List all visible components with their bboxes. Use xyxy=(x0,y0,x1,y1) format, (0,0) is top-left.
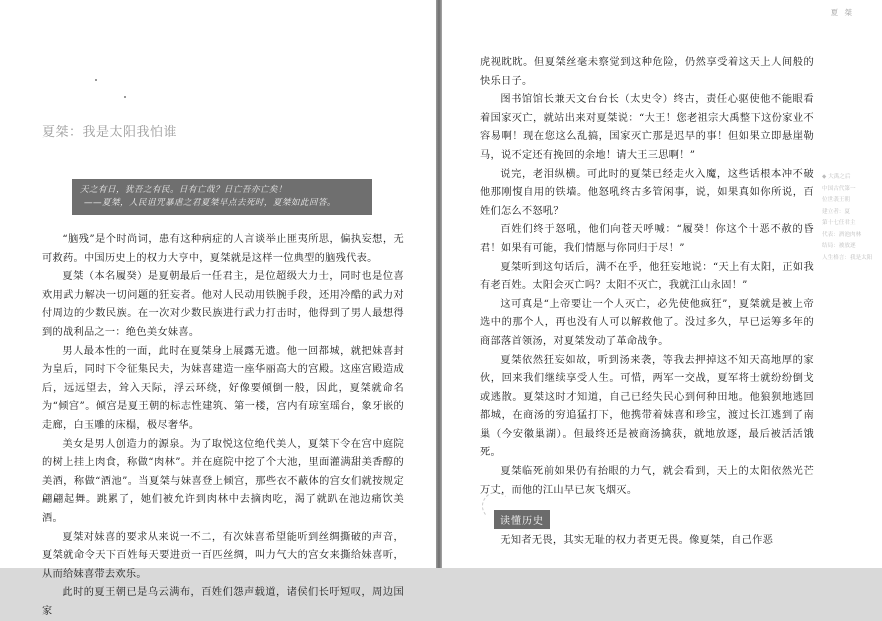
paragraph: 夏桀依然狂妄如故，听到汤来袭，等我去押掉这不知天高地厚的家伙，回来我们继续享受人生。可惜，两军一交战，夏军将士就纷纷倒戈或逃散。夏桀这时才知道，自己已经失民心到何种田地。他狼狈地逃回都城，在商汤的穷追猛打下，他携带着妹喜和珍宝，渡过长江逃到了南巢（今安徽巢湖）。但最终还是被商汤擒获，就地放逐，最后被活活饿死。 xyxy=(480,354,814,459)
paragraph: 此时的夏王朝已是乌云满布，百姓们怨声载道，诸侯们长吁短叹，周边国家 xyxy=(42,587,404,617)
paragraph: “脑残”是个时尚词，患有这种病症的人言谈举止匪夷所思，偏执妄想，无可救药。中国历史上的权力大亨中，夏桀就是这样一位典型的脑残代表。 xyxy=(42,234,404,264)
margin-note: ◆ 大禹之后 xyxy=(822,174,851,180)
paragraph: 美女是男人创造力的源泉。为了取悦这位绝代美人，夏桀下令在宫中庭院的树上挂上肉食，称做“肉林”。并在庭院中挖了个大池，里面灌满甜美香醇的美酒，称做“酒池”。当夏桀与妹喜登上倾宫，那些衣不蔽体的宫女们就按规定翩翩起舞。跳累了，她们被允许到肉林中去摘肉吃，渴了就趴在池边痛饮美酒。 xyxy=(42,438,404,524)
margin-notes xyxy=(822,172,880,264)
paragraph: 夏桀临死前如果仍有抬眼的力气，就会看到，天上的太阳依然光芒万丈，而他的江山早已灰飞烟灭。 xyxy=(480,466,814,496)
paragraph: 男人最本性的一面，此时在夏桀身上展露无遗。他一回都城，就把妹喜封为皇后，同时下令征集民夫，为妹喜建造一座华丽高大的宫殿。这座宫殿造成后，远远望去，耸入天际，浮云环绕，好像要倾倒一般，因此，夏桀就命名为“倾宫”。倾宫是夏王朝的标志性建筑、第一楼，宫内有琼室瑶台，象牙嵌的走廊，白玉雕的床榻，极尽奢华。 xyxy=(42,345,404,431)
paragraph: 图书馆馆长兼天文台台长（太史令）终古，责任心驱使他不能眼看着国家灭亡，就站出来对夏桀说：“大王！您老祖宗大禹整下这份家业不容易啊！现在您这么乱搞，国家灭亡那是迟早的事！但如果立即悬崖勒马，说不定还有挽回的余地！请大王三思啊！” xyxy=(480,94,814,161)
epigraph-quote xyxy=(72,179,372,215)
margin-note: 中国古代第一 xyxy=(822,185,856,192)
paragraph: 夏桀听到这句话后，满不在乎，他狂妄地说：“天上有太阳，正如我有老百姓。太阳会灭亡吗？太阳不灭亡，我就江山永固！” xyxy=(480,261,814,292)
paragraph: 无知者无畏，其实无耻的权力者更无畏。像夏桀，自己作恶 xyxy=(500,535,774,546)
right-page xyxy=(442,0,882,568)
running-header: 夏 桀 xyxy=(830,8,854,17)
margin-note: 结局：被放逐 xyxy=(822,243,856,249)
paragraph: 夏桀（本名履癸）是夏朝最后一任君主，是位超级大力士，同时也是位喜欢用武力解决一切问题的狂妄者。他对人民动用铁腕手段，还用冷酷的武力对付周边的少数民族。在一次对少数民族进行武力打击时，他得到了男人最想得到的战利品之一：绝色美女妹喜。 xyxy=(42,271,404,338)
margin-note: 人生格言：我是太阳 xyxy=(822,254,873,261)
margin-note: 建立者：夏 xyxy=(822,208,850,215)
section-heading xyxy=(482,492,622,532)
paragraph: 夏桀对妹喜的要求从来说一不二，有次妹喜希望能听到丝绸撕破的声音，夏桀就命令天下百姓每天要进贡一百匹丝绸，叫力气大的宫女来撕给妹喜听，从而给妹喜带去欢乐。 xyxy=(42,531,404,580)
paragraph: 说完，老泪纵横。可此时的夏桀已经走火入魔，这些话根本冲不破他那刚愎自用的铁墙。他怒吼终古多管闲事，说，如果真如你所说，百姓们怎么不怒吼？ xyxy=(480,168,814,217)
left-body-text xyxy=(42,231,404,621)
margin-note: 代表：酒池肉林 xyxy=(822,231,862,238)
left-page xyxy=(0,0,436,617)
margin-note: 位世袭王朝 xyxy=(822,197,850,203)
quote-line: 天之有日，犹吾之有民。日有亡哉？日亡吾亦亡矣！ xyxy=(80,185,287,195)
decorative-dot xyxy=(95,79,97,81)
paragraph: 百姓们终于怒吼，他们向苍天呼喊：“履癸！你这个十恶不赦的昏君！如果有可能，我们情愿与你同归于尽！” xyxy=(480,224,814,254)
paragraph: 这可真是“上帝要让一个人灭亡，必先使他疯狂”，夏桀就是被上帝选中的那个人，再也没有人可以解救他了。没过多久，早已运筹多年的商部落首领汤，对夏桀发动了革命战争。 xyxy=(480,298,814,347)
margin-note: 第十七任君主 xyxy=(822,220,856,226)
section-label: 读懂历史 xyxy=(494,510,550,529)
quote-attribution: ——夏桀，人民诅咒暴虐之君夏桀早点去死时，夏桀如此回答。 xyxy=(84,198,336,208)
chapter-title: 夏桀：我是太阳我怕谁 xyxy=(42,125,178,140)
decorative-dot xyxy=(124,96,126,98)
paragraph-continued: 虎视眈眈。但夏桀丝毫未察觉到这种危险，仍然享受着这天上人间般的快乐日子。 xyxy=(480,57,814,87)
right-body-text xyxy=(480,54,814,500)
section-body-text xyxy=(480,532,814,551)
